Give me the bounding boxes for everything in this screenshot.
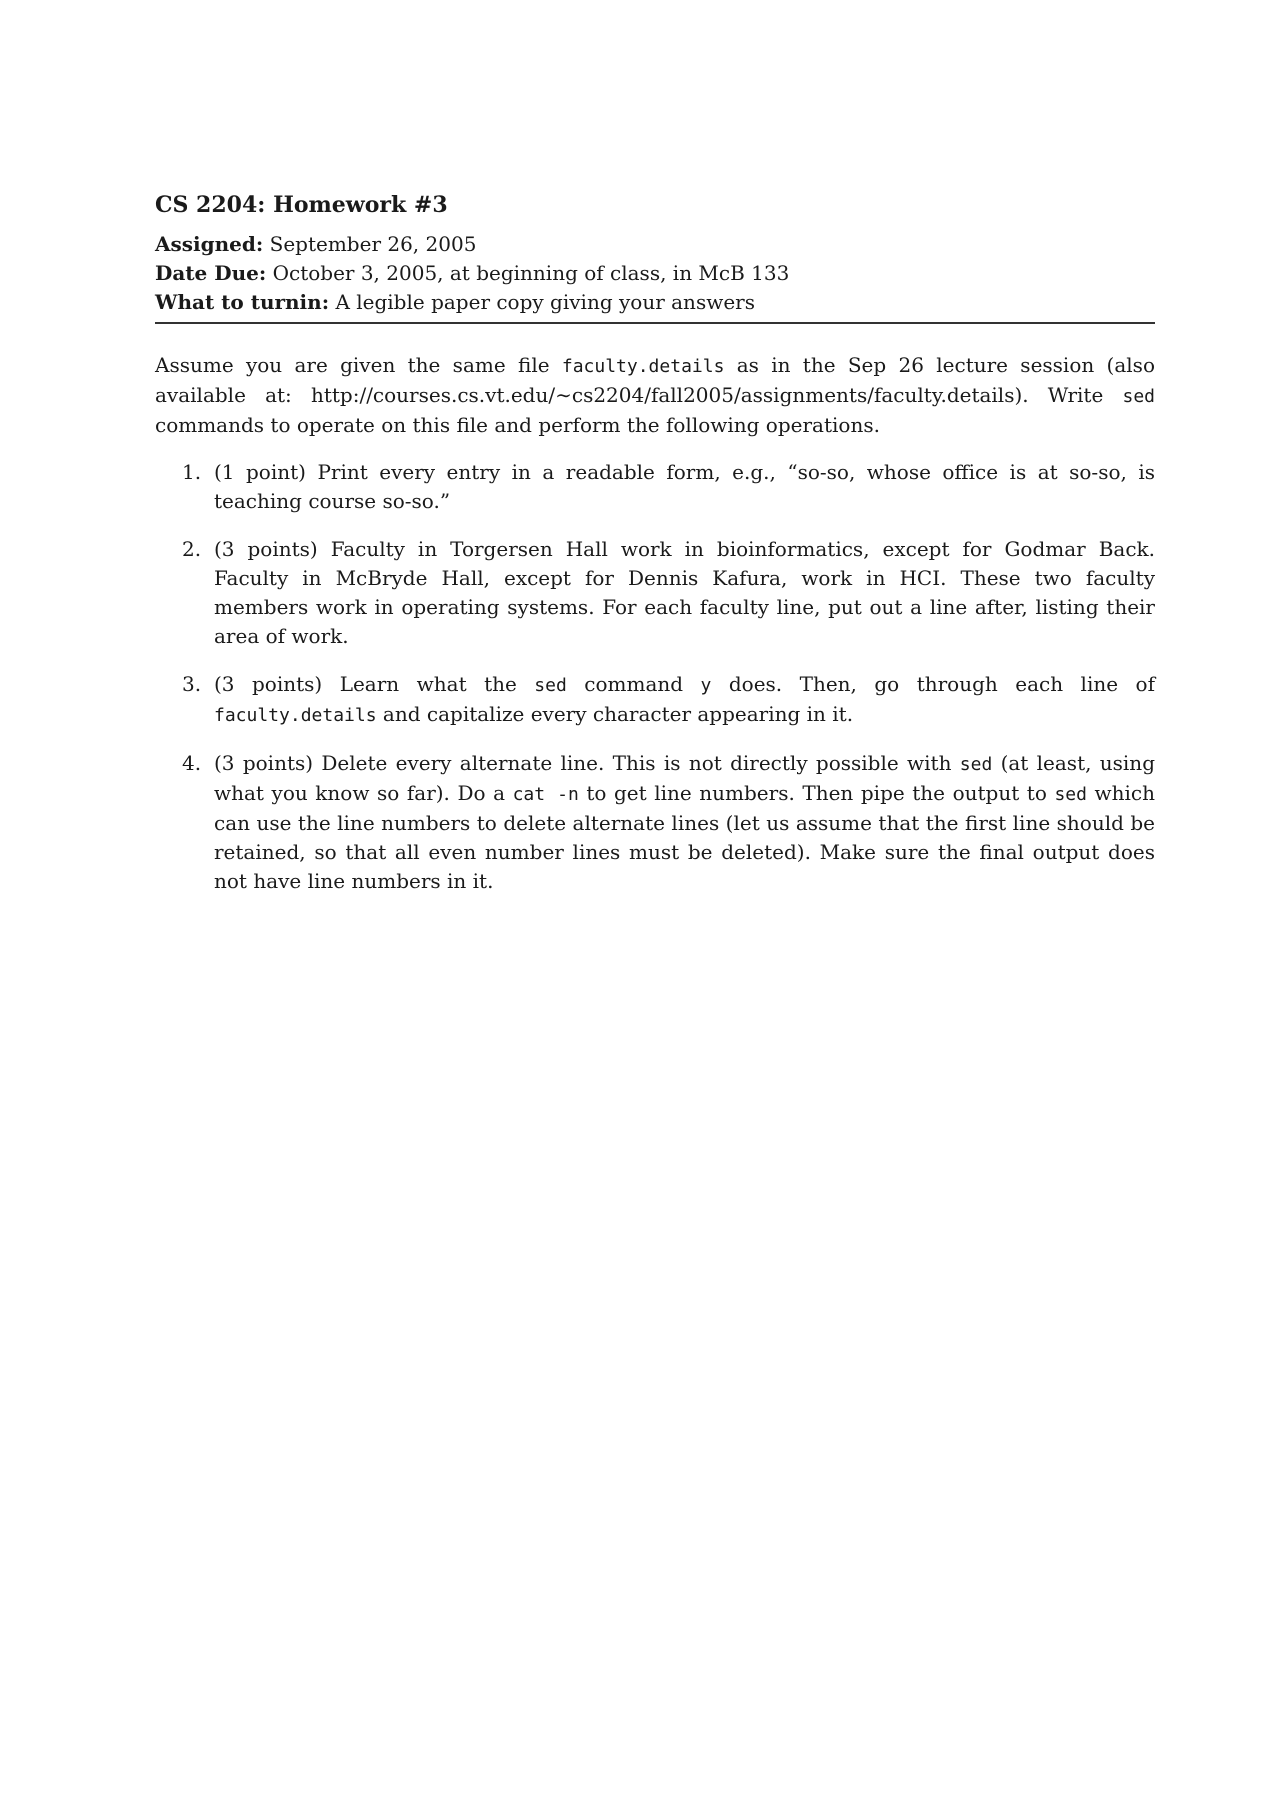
task-number: 2.	[182, 537, 202, 561]
due-value: October 3, 2005, at beginning of class, in McB 133	[266, 261, 790, 285]
task-text: (3 points) Faculty in Torgersen Hall work in bioinformatics, except for Godmar Back. Faculty in McBryde Hall, except for Dennis Kafura, work in HCI. These two faculty members work in operating systems. For each faculty line, put out a line after, listing their area of work.	[214, 537, 1155, 648]
intro-code-filename: faculty.details	[561, 356, 725, 377]
intro-paragraph	[155, 351, 1155, 440]
task-text: (1 point) Print every entry in a readable form, e.g., “so-so, whose office is at so-so, is teaching course so-so.”	[214, 460, 1155, 513]
intro-text: Assume you are given the same file	[155, 353, 562, 377]
assigned-line	[155, 230, 1155, 259]
task-item-1	[155, 458, 1155, 516]
due-label: Date Due:	[155, 261, 267, 285]
task-number: 3.	[182, 672, 202, 696]
task-text: which can use the line numbers to delete alternate lines (let us assume that the first line should be retained, so that all even number lines must be deleted). Make sure the final output does not have line numbers in it.	[214, 781, 1155, 893]
assigned-value: September 26, 2005	[263, 232, 477, 256]
intro-text: commands to operate on this file and perform the following operations.	[155, 413, 880, 437]
task-item-2	[155, 535, 1155, 651]
task-number: 4.	[182, 751, 202, 775]
task-text: command	[566, 672, 701, 696]
task-code: sed	[1054, 784, 1087, 805]
task-item-4	[155, 749, 1155, 896]
task-number: 1.	[182, 460, 202, 484]
task-item-3	[155, 670, 1155, 730]
task-code: cat -n	[512, 784, 579, 805]
task-text: (at least, using what you know so far). Do a	[214, 751, 1155, 805]
task-code: sed	[959, 754, 993, 775]
assigned-label: Assigned:	[155, 232, 264, 256]
turnin-line	[155, 288, 1155, 317]
task-code: sed	[534, 675, 567, 696]
page-title: CS 2204: Homework #3	[155, 192, 448, 218]
task-text: (3 points) Delete every alternate line. This is not directly possible with	[214, 751, 960, 775]
task-code: y	[700, 675, 712, 696]
turnin-label: What to turnin:	[155, 290, 330, 314]
due-line	[155, 259, 1155, 288]
task-text: (3 points) Learn what the	[214, 672, 535, 696]
task-list	[155, 458, 1155, 896]
task-code: faculty.details	[214, 705, 377, 726]
task-text: does. Then, go through each line of	[711, 672, 1155, 696]
intro-code-sed: sed	[1122, 386, 1155, 407]
task-text: to get line numbers. Then pipe the output to	[578, 781, 1055, 805]
intro-text: as in the Sep 26 lecture session (also available at: http://courses.cs.vt.edu/∼cs2204/fall2005/assignments/faculty.details). Write	[155, 353, 1155, 407]
header-divider	[155, 322, 1155, 324]
turnin-value: A legible paper copy giving your answers	[329, 290, 755, 314]
task-text: and capitalize every character appearing in it.	[376, 702, 854, 726]
homework-page	[155, 190, 1155, 915]
